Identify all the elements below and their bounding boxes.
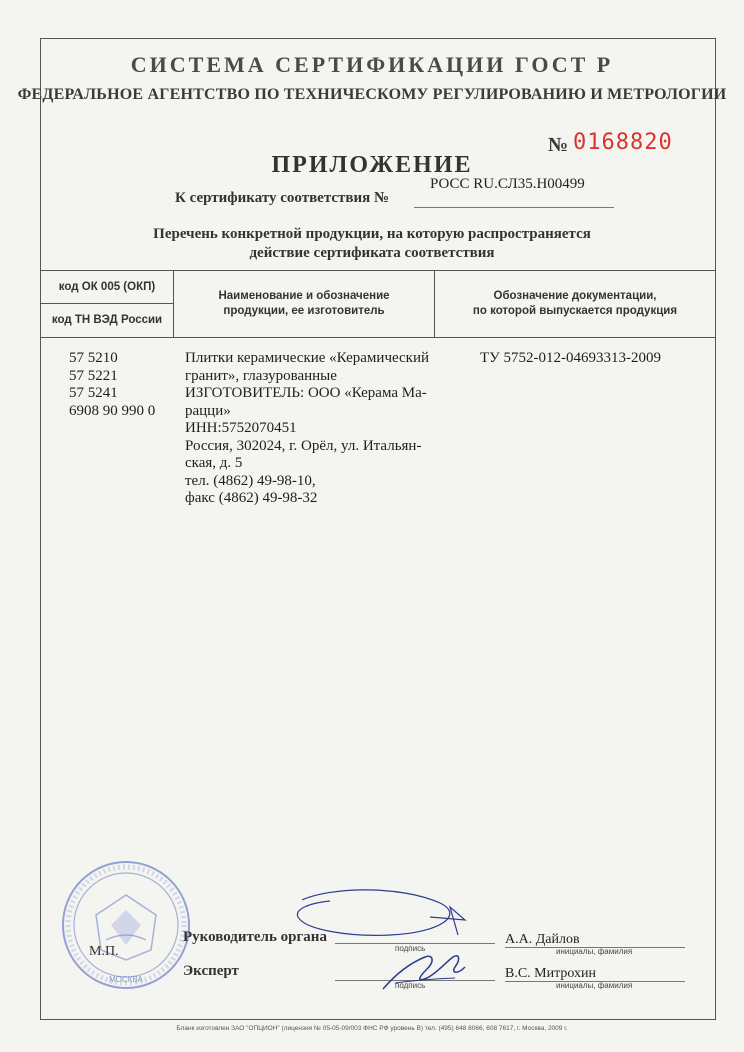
expert-name: В.С. Митрохин (505, 966, 597, 981)
form-footer: Бланк изготовлен ЗАО "ОПЦИОН" (лицензия № 05-05-09/003 ФНС РФ уровень В) тел. (495) 648 8066, 608 7617, г. Москва, 2009 г. (176, 1025, 568, 1032)
code-item: 57 5241 (69, 385, 118, 401)
expert-label: Эксперт (183, 963, 239, 979)
list-title-line1: Перечень конкретной продукции, на которую распространяется (153, 226, 591, 242)
product-line: гранит», глазурованные (185, 367, 337, 384)
product-line: рацци» (185, 402, 231, 419)
product-name-header-line1: Наименование и обозначение (218, 290, 390, 302)
organization-seal (56, 855, 196, 995)
head-signature-caption: подпись (395, 944, 426, 953)
documentation-header (435, 271, 716, 338)
certificate-number: РОСС RU.СЛ35.Н00499 (430, 176, 585, 192)
agency-title: ФЕДЕРАЛЬНОЕ АГЕНТСТВО ПО ТЕХНИЧЕСКОМУ РЕГУЛИРОВАНИЮ И МЕТРОЛОГИИ (17, 86, 727, 103)
product-name-header (174, 271, 435, 338)
product-name-header-line2: продукции, ее изготовитель (223, 305, 385, 317)
product-line: Россия, 302024, г. Орёл, ул. Итальян- (185, 437, 422, 454)
okp-code-header: код ОК 005 (ОКП) (41, 271, 174, 304)
product-line: ИЗГОТОВИТЕЛЬ: ООО «Керама Ма- (185, 385, 427, 401)
certificate-label: К сертификату соответствия № (175, 190, 390, 206)
seal-label: М.П. (89, 944, 119, 959)
product-line: Плитки керамические «Керамический (185, 350, 430, 366)
head-signature (290, 885, 480, 950)
product-codes (69, 350, 155, 420)
list-title (0, 225, 744, 263)
product-line: ИНН:5752070451 (185, 420, 297, 436)
seal-city-text: МОСКВА (109, 975, 143, 984)
certificate-number-line (414, 207, 614, 208)
products-table-header (40, 270, 716, 338)
expert-name-caption: инициалы, фамилия (556, 981, 633, 990)
form-number: 0168820 (573, 130, 673, 155)
expert-signature-caption: подпись (395, 981, 426, 990)
number-sign: № (548, 134, 569, 156)
head-name: А.А. Дайлов (505, 932, 580, 947)
product-line: ская, д. 5 (185, 455, 243, 471)
product-description (185, 350, 445, 508)
documentation-header-line1: Обозначение документации, (493, 290, 657, 302)
documentation-reference: ТУ 5752-012-04693313-2009 (480, 350, 662, 366)
head-name-caption: инициалы, фамилия (556, 947, 633, 956)
system-title: СИСТЕМА СЕРТИФИКАЦИИ ГОСТ Р (130, 52, 614, 77)
code-item: 57 5221 (69, 367, 118, 384)
product-line: тел. (4862) 49-98-10, (185, 472, 316, 489)
expert-signature (375, 945, 485, 995)
tnved-code-header: код ТН ВЭД России (41, 304, 174, 338)
appendix-title: ПРИЛОЖЕНИЕ (271, 152, 473, 178)
product-line: факс (4862) 49-98-32 (185, 490, 318, 506)
documentation-header-line2: по которой выпускается продукция (472, 305, 678, 317)
code-item: 57 5210 (69, 350, 118, 366)
head-label: Руководитель органа (183, 929, 327, 945)
code-item: 6908 90 990 0 (69, 402, 156, 419)
list-title-line2: действие сертификата соответствия (249, 245, 495, 261)
